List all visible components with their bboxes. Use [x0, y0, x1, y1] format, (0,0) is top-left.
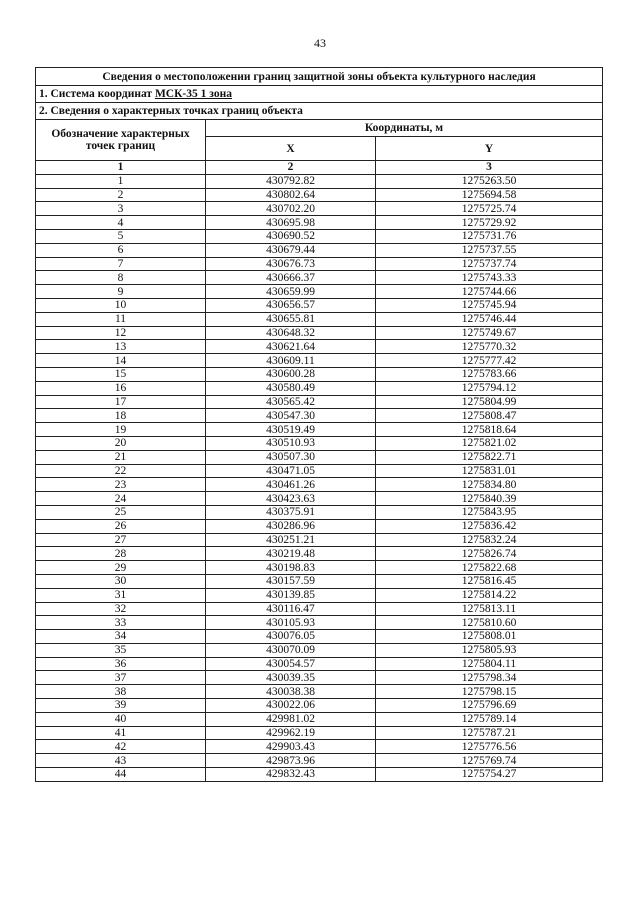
point-number: 23 [36, 478, 206, 492]
table-row [36, 768, 603, 782]
table-row [36, 257, 603, 271]
title-row [36, 68, 603, 86]
table-row [36, 436, 603, 450]
x-coordinate: 430375.91 [206, 505, 376, 519]
table-row [36, 202, 603, 216]
y-coordinate: 1275843.95 [376, 505, 603, 519]
table-row [36, 685, 603, 699]
table-row [36, 643, 603, 657]
y-coordinate: 1275826.74 [376, 547, 603, 561]
x-coordinate: 429981.02 [206, 712, 376, 726]
point-number: 42 [36, 740, 206, 754]
y-coordinate: 1275834.80 [376, 478, 603, 492]
x-coordinate: 430695.98 [206, 216, 376, 230]
x-coordinate: 430423.63 [206, 492, 376, 506]
table-row [36, 312, 603, 326]
header-row-1 [36, 120, 603, 137]
table-row [36, 409, 603, 423]
table-row [36, 423, 603, 437]
y-coordinate: 1275808.01 [376, 630, 603, 644]
x-coordinate: 430519.49 [206, 423, 376, 437]
y-coordinate: 1275746.44 [376, 312, 603, 326]
col-number-1: 1 [36, 161, 206, 175]
x-coordinate: 430105.93 [206, 616, 376, 630]
x-coordinate: 430251.21 [206, 533, 376, 547]
document-title: Сведения о местоположении границ защитной зоны объекта культурного наследия [36, 68, 603, 86]
table-row [36, 367, 603, 381]
table-row [36, 464, 603, 478]
y-coordinate: 1275745.94 [376, 298, 603, 312]
x-coordinate: 430022.06 [206, 699, 376, 713]
point-number: 3 [36, 202, 206, 216]
boundary-table [35, 67, 603, 782]
point-number: 10 [36, 298, 206, 312]
x-coordinate: 430565.42 [206, 395, 376, 409]
col-number-2: 2 [206, 161, 376, 175]
table-row [36, 699, 603, 713]
designation-header: Обозначение характерных точек границ [36, 120, 206, 161]
table-row [36, 395, 603, 409]
point-number: 33 [36, 616, 206, 630]
table-row [36, 188, 603, 202]
y-header: Y [376, 137, 603, 161]
x-coordinate: 430507.30 [206, 450, 376, 464]
points-heading-row [36, 103, 603, 120]
x-coordinate: 430690.52 [206, 229, 376, 243]
point-number: 8 [36, 271, 206, 285]
point-number: 39 [36, 699, 206, 713]
point-number: 16 [36, 381, 206, 395]
point-number: 43 [36, 754, 206, 768]
x-coordinate: 430070.09 [206, 643, 376, 657]
x-coordinate: 430648.32 [206, 326, 376, 340]
y-coordinate: 1275744.66 [376, 285, 603, 299]
x-coordinate: 430659.99 [206, 285, 376, 299]
x-coordinate: 430655.81 [206, 312, 376, 326]
table-row [36, 285, 603, 299]
point-number: 1 [36, 174, 206, 188]
point-number: 41 [36, 726, 206, 740]
y-coordinate: 1275808.47 [376, 409, 603, 423]
y-coordinate: 1275743.33 [376, 271, 603, 285]
x-coordinate: 430792.82 [206, 174, 376, 188]
point-number: 9 [36, 285, 206, 299]
x-coordinate: 430219.48 [206, 547, 376, 561]
table-row [36, 243, 603, 257]
x-coordinate: 430286.96 [206, 519, 376, 533]
y-coordinate: 1275822.68 [376, 561, 603, 575]
table-row [36, 561, 603, 575]
table-row [36, 712, 603, 726]
point-number: 40 [36, 712, 206, 726]
table-row [36, 588, 603, 602]
coordinates-header: Координаты, м [206, 120, 603, 137]
y-coordinate: 1275749.67 [376, 326, 603, 340]
point-number: 44 [36, 768, 206, 782]
point-number: 13 [36, 340, 206, 354]
table-row [36, 754, 603, 768]
table-row [36, 354, 603, 368]
y-coordinate: 1275737.74 [376, 257, 603, 271]
x-coordinate: 430600.28 [206, 367, 376, 381]
y-coordinate: 1275818.64 [376, 423, 603, 437]
y-coordinate: 1275754.27 [376, 768, 603, 782]
x-coordinate: 430116.47 [206, 602, 376, 616]
table-row [36, 492, 603, 506]
table-row [36, 298, 603, 312]
y-coordinate: 1275798.34 [376, 671, 603, 685]
table-row [36, 519, 603, 533]
table-row [36, 505, 603, 519]
y-coordinate: 1275805.93 [376, 643, 603, 657]
table-row [36, 271, 603, 285]
table-row [36, 340, 603, 354]
x-coordinate: 430802.64 [206, 188, 376, 202]
point-number: 30 [36, 574, 206, 588]
x-coordinate: 430510.93 [206, 436, 376, 450]
point-number: 27 [36, 533, 206, 547]
point-number: 29 [36, 561, 206, 575]
column-number-row [36, 161, 603, 175]
x-coordinate: 430621.64 [206, 340, 376, 354]
y-coordinate: 1275770.32 [376, 340, 603, 354]
point-number: 11 [36, 312, 206, 326]
x-coordinate: 430580.49 [206, 381, 376, 395]
x-coordinate: 429873.96 [206, 754, 376, 768]
table-row [36, 630, 603, 644]
y-coordinate: 1275810.60 [376, 616, 603, 630]
point-number: 2 [36, 188, 206, 202]
point-number: 19 [36, 423, 206, 437]
table-row [36, 616, 603, 630]
table-row [36, 381, 603, 395]
table-row [36, 174, 603, 188]
point-number: 28 [36, 547, 206, 561]
page-number: 43 [314, 36, 326, 50]
x-header: X [206, 137, 376, 161]
points-heading: 2. Сведения о характерных точках границ объекта [36, 103, 603, 120]
coord-system-row [36, 86, 603, 103]
y-coordinate: 1275831.01 [376, 464, 603, 478]
y-coordinate: 1275787.21 [376, 726, 603, 740]
point-number: 31 [36, 588, 206, 602]
point-number: 5 [36, 229, 206, 243]
y-coordinate: 1275725.74 [376, 202, 603, 216]
y-coordinate: 1275836.42 [376, 519, 603, 533]
y-coordinate: 1275796.69 [376, 699, 603, 713]
point-number: 14 [36, 354, 206, 368]
point-number: 24 [36, 492, 206, 506]
y-coordinate: 1275263.50 [376, 174, 603, 188]
x-coordinate: 430676.73 [206, 257, 376, 271]
y-coordinate: 1275804.11 [376, 657, 603, 671]
coord-system-prefix: 1. Система координат [39, 88, 155, 100]
x-coordinate: 430038.38 [206, 685, 376, 699]
x-coordinate: 430609.11 [206, 354, 376, 368]
point-number: 4 [36, 216, 206, 230]
x-coordinate: 430039.35 [206, 671, 376, 685]
y-coordinate: 1275776.56 [376, 740, 603, 754]
table-row [36, 478, 603, 492]
x-coordinate: 430076.05 [206, 630, 376, 644]
y-coordinate: 1275840.39 [376, 492, 603, 506]
coord-system [36, 86, 603, 103]
point-number: 38 [36, 685, 206, 699]
x-coordinate: 430547.30 [206, 409, 376, 423]
table-row [36, 602, 603, 616]
y-coordinate: 1275777.42 [376, 354, 603, 368]
x-coordinate: 430471.05 [206, 464, 376, 478]
col-number-3: 3 [376, 161, 603, 175]
y-coordinate: 1275816.45 [376, 574, 603, 588]
y-coordinate: 1275804.99 [376, 395, 603, 409]
x-coordinate: 430656.57 [206, 298, 376, 312]
table-row [36, 726, 603, 740]
x-coordinate: 430666.37 [206, 271, 376, 285]
x-coordinate: 430679.44 [206, 243, 376, 257]
coord-system-name: МСК-35 1 зона [154, 88, 232, 100]
x-coordinate: 430054.57 [206, 657, 376, 671]
y-coordinate: 1275789.14 [376, 712, 603, 726]
table-row [36, 574, 603, 588]
y-coordinate: 1275814.22 [376, 588, 603, 602]
point-number: 36 [36, 657, 206, 671]
point-number: 37 [36, 671, 206, 685]
point-number: 32 [36, 602, 206, 616]
table-row [36, 216, 603, 230]
x-coordinate: 430198.83 [206, 561, 376, 575]
x-coordinate: 430702.20 [206, 202, 376, 216]
point-number: 18 [36, 409, 206, 423]
y-coordinate: 1275694.58 [376, 188, 603, 202]
table-row [36, 671, 603, 685]
point-number: 20 [36, 436, 206, 450]
y-coordinate: 1275813.11 [376, 602, 603, 616]
y-coordinate: 1275769.74 [376, 754, 603, 768]
point-number: 15 [36, 367, 206, 381]
y-coordinate: 1275798.15 [376, 685, 603, 699]
y-coordinate: 1275794.12 [376, 381, 603, 395]
y-coordinate: 1275832.24 [376, 533, 603, 547]
y-coordinate: 1275783.66 [376, 367, 603, 381]
point-number: 6 [36, 243, 206, 257]
x-coordinate: 430157.59 [206, 574, 376, 588]
table-row [36, 657, 603, 671]
table-row [36, 450, 603, 464]
y-coordinate: 1275737.55 [376, 243, 603, 257]
y-coordinate: 1275729.92 [376, 216, 603, 230]
table-row [36, 326, 603, 340]
point-number: 34 [36, 630, 206, 644]
x-coordinate: 429832.43 [206, 768, 376, 782]
y-coordinate: 1275731.76 [376, 229, 603, 243]
point-number: 21 [36, 450, 206, 464]
point-number: 25 [36, 505, 206, 519]
x-coordinate: 430461.26 [206, 478, 376, 492]
table-row [36, 229, 603, 243]
y-coordinate: 1275821.02 [376, 436, 603, 450]
table-row [36, 533, 603, 547]
point-number: 22 [36, 464, 206, 478]
x-coordinate: 429962.19 [206, 726, 376, 740]
table-row [36, 740, 603, 754]
x-coordinate: 429903.43 [206, 740, 376, 754]
point-number: 12 [36, 326, 206, 340]
point-number: 7 [36, 257, 206, 271]
point-number: 35 [36, 643, 206, 657]
table-row [36, 547, 603, 561]
x-coordinate: 430139.85 [206, 588, 376, 602]
point-number: 26 [36, 519, 206, 533]
point-number: 17 [36, 395, 206, 409]
y-coordinate: 1275822.71 [376, 450, 603, 464]
